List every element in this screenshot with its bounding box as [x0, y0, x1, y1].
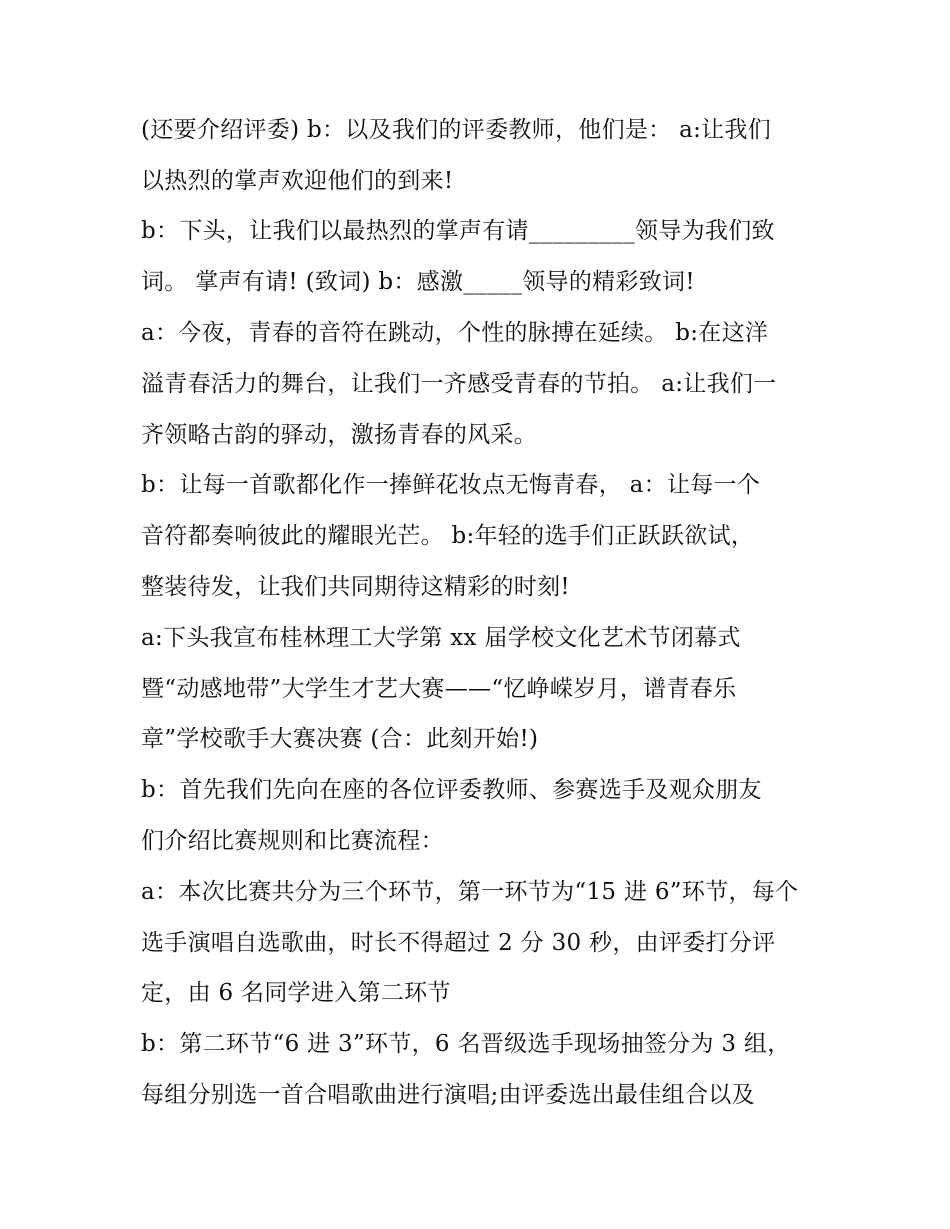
text-line: 们介绍比赛规则和比赛流程： — [141, 828, 444, 854]
text-line: b：让每一首歌都化作一捧鲜花妆点无悔青春， a：让每一个 — [141, 472, 761, 498]
text-line: 以热烈的掌声欢迎他们的到来! — [141, 168, 454, 194]
text-line: 齐领略古韵的驿动，激扬青春的风采。 — [141, 422, 538, 448]
text-line: 音符都奏响彼此的耀眼光芒。 b:年轻的选手们正跃跃欲试， — [141, 523, 755, 549]
text-line: 章”学校歌手大赛决赛 (合：此刻开始!) — [141, 726, 539, 752]
text-line: b：首先我们先向在座的各位评委教师、参赛选手及观众朋友 — [141, 777, 762, 803]
text-line: 溢青春活力的舞台，让我们一齐感受青春的节拍。 a:让我们一 — [141, 371, 777, 397]
text-line: a：本次比赛共分为三个环节，第一环节为“15 进 6”环节，每个 — [141, 879, 799, 905]
text-line: 暨“动感地带”大学生才艺大赛——“忆峥嵘岁月，谱青春乐 — [141, 676, 737, 702]
text-line: 定，由 6 名同学进入第二环节 — [141, 980, 451, 1006]
text-line: 词。 掌声有请! (致词) b：感激_____领导的精彩致词! — [141, 269, 695, 295]
text-line: b：下头，让我们以最热烈的掌声有请_________领导为我们致 — [141, 218, 775, 244]
text-line: b：第二环节“6 进 3”环节，6 名晋级选手现场抽签分为 3 组， — [141, 1031, 791, 1057]
text-line: 每组分别选一首合唱歌曲进行演唱;由评委选出最佳组合以及 — [141, 1082, 755, 1108]
text-line: a:下头我宣布桂林理工大学第 xx 届学校文化艺术节闭幕式 — [141, 625, 741, 651]
text-line: 整装待发，让我们共同期待这精彩的时刻! — [141, 574, 570, 600]
text-line: a：今夜，青春的音符在跳动，个性的脉搏在延续。 b:在这洋 — [141, 320, 769, 346]
text-line: 选手演唱自选歌曲，时长不得超过 2 分 30 秒，由评委打分评 — [141, 930, 776, 956]
text-line: (还要介绍评委) b：以及我们的评委教师，他们是： a:让我们 — [141, 117, 772, 143]
